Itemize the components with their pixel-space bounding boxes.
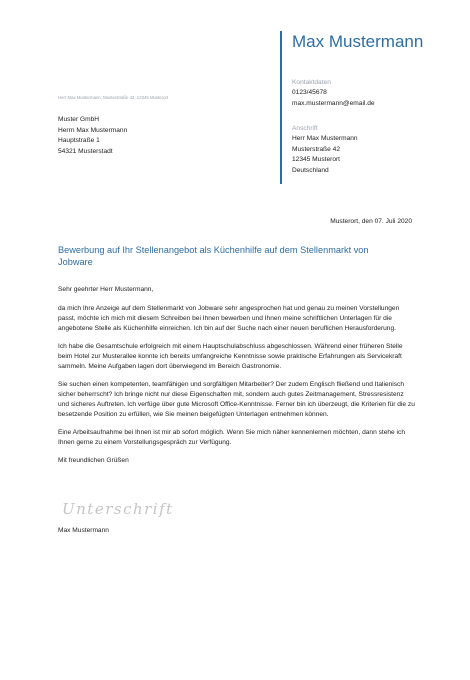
closing: Mit freundlichen Grüßen — [58, 457, 129, 464]
address-line: Musterstraße 42 — [292, 145, 341, 153]
body-paragraph: Eine Arbeitsaufnahme bei Ihnen ist mir ab sofort möglich. Wenn Sie mich näher kennenlernen möchten, dann stehe ich Ihnen gerne zu einem Vorstellungsgespräch zur Verfügung. — [58, 429, 405, 446]
signature-name: Max Mustermann — [58, 527, 109, 534]
recipient-line: Hauptstraße 1 — [58, 137, 100, 144]
letter-subject: Bewerbung auf Ihr Stellenangebot als Küchenhilfe auf dem Stellenmarkt von Jobware — [58, 245, 369, 267]
header-accent-line — [280, 31, 282, 184]
letter-date: Musterort, den 07. Juli 2020 — [330, 218, 412, 225]
sender-line: Herr Max Mustermann, Musterstraße 42, 12345 Musterort — [58, 95, 169, 100]
body-paragraph: da mich Ihre Anzeige auf dem Stellenmarkt von Jobware sehr angesprochen hat und genau zu meinen Vorstellungen passt, möchte ich mich mit diesem Schreiben bei Ihnen bewerben und Ihnen meine schriftlichen Unterlagen für die angebotene Stelle als Küchenhilfe einreichen. Ich bin auf der Suche nach einer neuen beruflichen Herausforderung. — [58, 305, 400, 332]
recipient-line: 54321 Musterstadt — [58, 147, 113, 155]
address-label: Anschrift — [292, 125, 318, 132]
recipient-address — [58, 115, 127, 157]
body-paragraph: Sie suchen einen kompetenten, teamfähigen und sorgfältigen Mitarbeiter? Der zudem Englisch fließend und Italienisch sicher beherrscht? Ich bringe nicht nur diese Eigenschaften mit, sondern auch gutes Zeitmanagement, Stressresistenz und sicheres Auftreten. Ich verfüge über gute Microsoft Office-Kenntnisse. Ferner bin ich überzeugt, die Kriterien für die zu besetzende Position zu erfüllen, wie Sie meinen beigefügten Unterlagen entnehmen können. — [58, 381, 415, 418]
applicant-name: Max Mustermann — [292, 32, 424, 51]
body-paragraph: Ich habe die Gesamtschule erfolgreich mit einem Hauptschulabschluss abgeschlossen. Während einer früheren Stelle beim Hotel zur Musterallee konnte ich bereits umfangreiche Kenntnisse sowie praktische Erfahrungen als Servicekraft sammeln. Meine Aufgaben lagen dort überwiegend im Bereich Gastronomie. — [58, 343, 403, 370]
email-address: max.mustermann@email.de — [292, 100, 375, 107]
recipient-line: Herrn Max Mustermann — [58, 126, 128, 134]
address-line: Herr Max Mustermann — [292, 135, 358, 142]
signature-placeholder: Unterschrift — [62, 500, 174, 518]
recipient-line: Muster GmbH — [58, 116, 100, 123]
address-line: Deutschland — [292, 166, 329, 174]
contact-label: Kontaktdaten — [292, 79, 331, 86]
letter-body — [58, 285, 416, 474]
phone-number: 0123/45678 — [292, 89, 327, 96]
address-line: 12345 Musterort — [292, 156, 341, 163]
salutation: Sehr geehrter Herr Mustermann, — [58, 286, 154, 293]
